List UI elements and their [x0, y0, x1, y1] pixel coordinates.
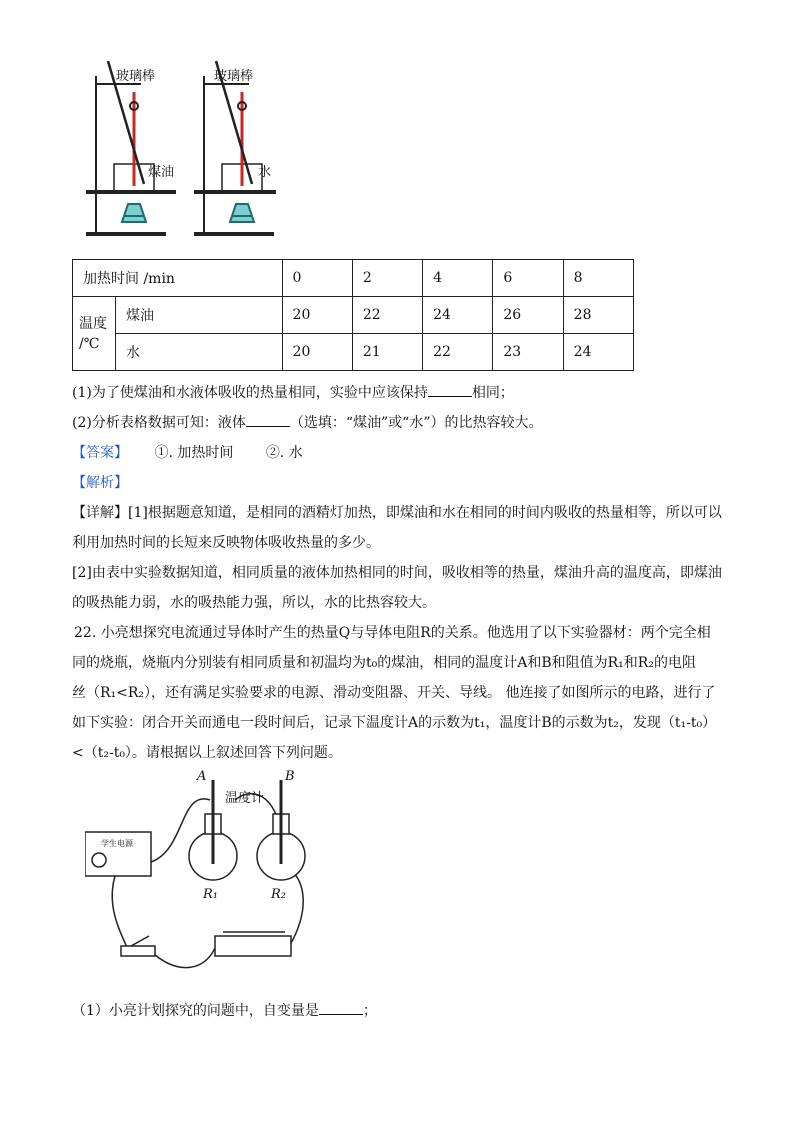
right-liquid-label: 水	[258, 165, 272, 180]
temperature-label-line2: /℃	[79, 335, 100, 352]
q22-line-4: 如下实验：闭合开关而通电一段时间后，记录下温度计A的示数为t₁，温度计B的示数为t₂，发现（t₁-t₀）	[72, 715, 717, 731]
answer-line	[72, 442, 303, 462]
answer-tag: 【答案】	[72, 445, 128, 461]
label-thermometer: 温度计	[225, 791, 265, 806]
label-power: 学生电源	[101, 839, 133, 848]
table-cell: 26	[493, 297, 563, 334]
table-cell: 23	[493, 334, 563, 371]
left-apparatus	[86, 61, 176, 234]
table-cell: 2	[352, 260, 422, 297]
answer-blank	[428, 384, 472, 397]
table-cell: 20	[282, 297, 352, 334]
temperature-label	[73, 297, 116, 371]
table-cell: 6	[493, 260, 563, 297]
circuit-figure	[85, 770, 315, 990]
heating-apparatus-figure	[86, 56, 276, 246]
detail-line-4: 的吸热能力弱，水的吸热能力强，所以，水的比热容较大。	[72, 595, 436, 611]
q22-line-2: 同的烧瓶，烧瓶内分别装有相同质量和初温均为t₀的煤油，相同的温度计A和B和阻值为R₁和R₂的电阻	[72, 655, 696, 671]
answer-blank	[319, 1002, 363, 1015]
answer-blank	[246, 414, 290, 427]
label-r1: R₁	[203, 887, 218, 902]
table-cell: 24	[423, 297, 493, 334]
table-cell: 24	[563, 334, 633, 371]
analysis-tag: 【解析】	[72, 475, 128, 491]
q22-sub-1-text: （1）小亮计划探究的问题中，自变量是	[72, 1003, 319, 1019]
q22-sub-1-end: ；	[362, 1003, 377, 1019]
detail-line-2: 利用加热时间的长短来反映物体吸收热量的多少。	[72, 535, 380, 551]
circuit-wire	[290, 870, 303, 945]
question-1	[72, 382, 514, 402]
question-1-end: 相同；	[471, 385, 514, 401]
table-cell: 0	[282, 260, 352, 297]
temperature-label-line1: 温度	[79, 315, 107, 332]
left-liquid-label: 煤油	[148, 165, 175, 180]
question-2-end: （选填：“煤油”或“水”）的比热容较大。	[289, 415, 543, 431]
switch	[121, 946, 155, 956]
table-cell: 20	[282, 334, 352, 371]
circuit-wire	[155, 948, 215, 968]
q22-line-3: 丝（R₁<R₂），还有满足实验要求的电源、滑动变阻器、开关、导线。 他连接了如图所示的电路，进行了	[72, 685, 716, 701]
table-row	[73, 297, 634, 334]
table-cell: 21	[352, 334, 422, 371]
table-cell: 22	[423, 334, 493, 371]
temperature-table	[72, 259, 634, 371]
rheostat	[215, 936, 291, 956]
q22-line-1: 22. 小亮想探究电流通过导体时产生的热量Q与导体电阻R的关系。他选用了以下实验器材：两个完全相	[74, 625, 711, 641]
table-cell: 22	[352, 297, 422, 334]
q22-line-5: <（t₂-t₀）。请根据以上叙述回答下列问题。	[72, 745, 342, 761]
question-2	[72, 412, 542, 432]
label-a: A	[197, 770, 207, 784]
circuit-wire	[112, 876, 127, 948]
table-row	[73, 260, 634, 297]
label-b: B	[285, 770, 295, 784]
right-apparatus	[194, 61, 276, 234]
time-header: 加热时间 /min	[73, 260, 283, 297]
table-row	[73, 334, 634, 371]
row-name: 水	[116, 334, 283, 371]
answer-item-1: ①. 加热时间	[154, 445, 234, 461]
detail-line-3: [2]由表中实验数据知道，相同质量的液体加热相同的时间，吸收相等的热量，煤油升高的温度高，即煤油	[72, 565, 722, 581]
right-rod-label: 玻璃棒	[214, 69, 254, 84]
table-cell: 8	[563, 260, 633, 297]
detail-line-1: 【详解】[1]根据题意知道，是相同的酒精灯加热，即煤油和水在相同的时间内吸收的热量相等，所以可以	[72, 505, 722, 521]
label-r2: R₂	[271, 887, 286, 902]
question-2-text: (2)分析表格数据可知：液体	[72, 415, 246, 431]
table-cell: 4	[423, 260, 493, 297]
row-name: 煤油	[116, 297, 283, 334]
left-rod-label: 玻璃棒	[116, 69, 156, 84]
question-1-text: (1)为了使煤油和水液体吸收的热量相同，实验中应该保持	[72, 385, 428, 401]
table-cell: 28	[563, 297, 633, 334]
answer-item-2: ②. 水	[265, 445, 303, 461]
q22-sub-1	[72, 1000, 377, 1020]
